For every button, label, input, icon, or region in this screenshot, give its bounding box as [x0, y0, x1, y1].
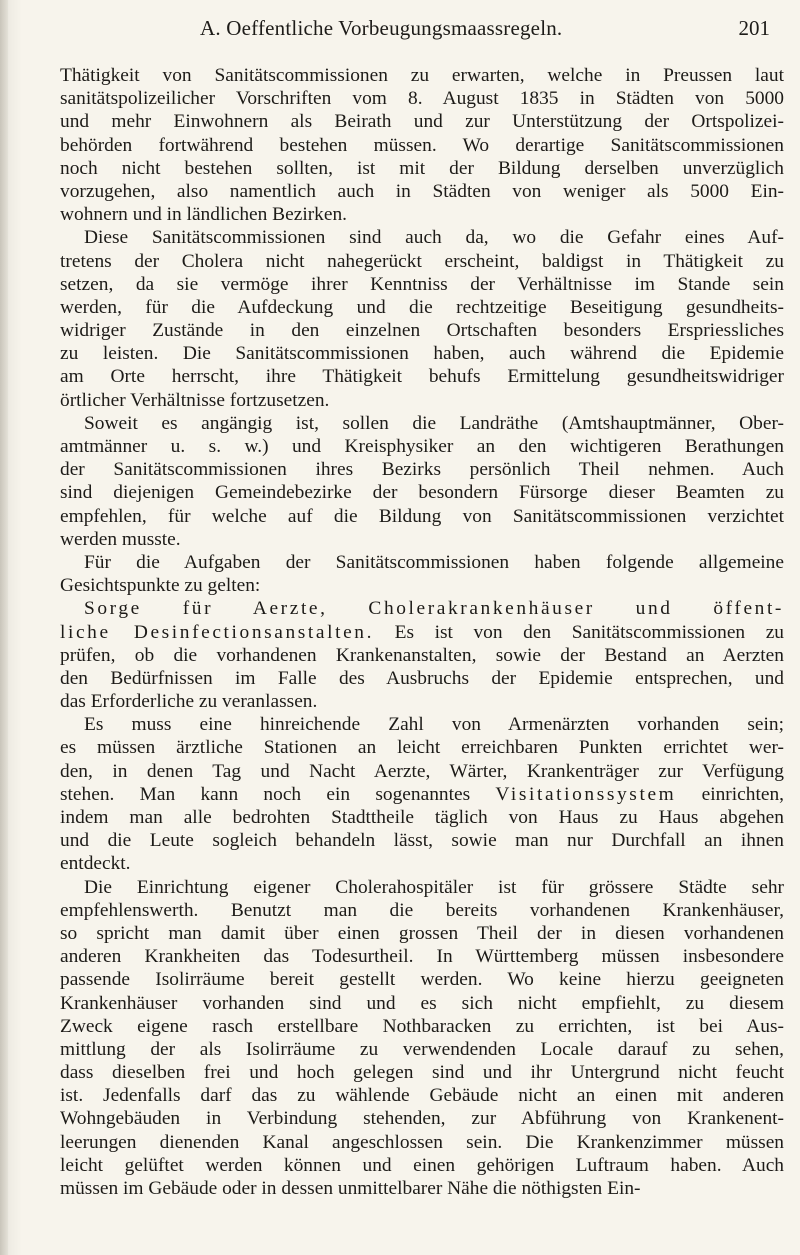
text-segment: Gesichtspunkte zu gelten: [60, 575, 261, 597]
text-segment: Es muss eine hinreichende Zahl von Armenärzten vorhanden sein; [84, 714, 784, 736]
text-line [60, 690, 784, 713]
text-segment: stehen. Man kann noch ein sogenanntes [60, 783, 496, 805]
text-segment: Thätigkeit von Sanitätscommissionen zu erwarten, welche in Preussen laut [60, 65, 784, 86]
text-line [60, 667, 784, 690]
text-line [60, 1131, 784, 1154]
text-segment: leicht gelüftet werden können und einen gehörigen Luftraum haben. Auch [60, 1154, 784, 1176]
text-segment: es müssen ärztliche Stationen an leicht erreichbaren Punkten errichtet wer- [60, 737, 784, 759]
running-head [60, 14, 770, 44]
text-segment: der Sanitätscommissionen ihres Bezirks persönlich Theil nehmen. Auch [60, 459, 784, 481]
text-segment: wohnern und in ländlichen Bezirken. [60, 204, 348, 226]
text-segment: anderen Krankheiten das Todesurtheil. In Württemberg müssen insbesondere [60, 946, 784, 968]
text-segment: empfehlenswerth. Benutzt man die bereits vorhandenen Krankenhäuser, [60, 899, 784, 921]
text-segment: Krankenhäuser vorhanden sind und es sich nicht empfiehlt, zu diesem [60, 992, 784, 1014]
text-line [60, 945, 784, 968]
text-segment: Diese Sanitätscommissionen sind auch da, wo die Gefahr eines Auf- [84, 227, 784, 249]
text-segment: sanitätspolizeilicher Vorschriften vom 8. August 1835 in Städten von 5000 [60, 88, 784, 110]
text-line [60, 110, 784, 133]
text-line [60, 852, 784, 875]
text-segment: sind diejenigen Gemeindebezirke der besondern Fürsorge dieser Beamten zu [60, 482, 784, 504]
text-segment: Für die Aufgaben der Sanitätscommissionen haben folgende allgemeine [84, 551, 784, 573]
text-line [60, 876, 784, 899]
text-segment: behörden fortwährend bestehen müssen. Wo derartige Sanitätscommissionen [60, 134, 784, 156]
text-line [60, 203, 784, 226]
text-line [60, 760, 784, 783]
text-line [60, 621, 784, 644]
text-segment: leerungen dienenden Kanal angeschlossen sein. Die Krankenzimmer müssen [60, 1131, 784, 1153]
text-segment: vorzugehen, also namentlich auch in Städten von weniger als 5000 Ein- [60, 180, 784, 202]
text-segment: so spricht man damit über einen grossen Theil der in diesen vorhandenen [60, 922, 784, 944]
text-segment: ist. Jedenfalls darf das zu wählende Gebäude nicht an einen mit anderen [60, 1085, 784, 1107]
text-line [60, 922, 784, 945]
text-line [60, 968, 784, 991]
page-number: 201 [738, 16, 770, 40]
text-segment: setzen, da sie vermöge ihrer Kenntniss der Verhältnisse im Stande sein [60, 273, 784, 295]
text-line [60, 1061, 784, 1084]
text-line [60, 1084, 784, 1107]
spaced-emphasis-text: Sorge für Aerzte, Cholerakrankenhäuser und öffent- [84, 598, 784, 620]
text-segment: örtlicher Verhältnisse fortzusetzen. [60, 389, 330, 411]
running-title: A. Oeffentliche Vorbeugungsmaassregeln. [200, 16, 563, 40]
text-line [60, 597, 784, 620]
text-segment: das Erforderliche zu veranlassen. [60, 691, 318, 713]
text-line [60, 319, 784, 342]
text-line [60, 365, 784, 388]
text-line [60, 713, 784, 736]
text-line [60, 481, 784, 504]
text-segment: mittlung der als Isolirräume zu verwendenden Locale darauf zu sehen, [60, 1038, 784, 1060]
text-line [60, 157, 784, 180]
text-line [60, 64, 784, 87]
text-line [60, 806, 784, 829]
text-line [60, 1154, 784, 1177]
text-segment: entdeckt. [60, 853, 131, 875]
text-segment: empfehlen, für welche auf die Bildung von Sanitätscommissionen verzichtet [60, 505, 784, 527]
text-segment: Wohngebäuden in Verbindung stehenden, zur Abführung von Krankenent- [60, 1108, 784, 1130]
text-line [60, 1038, 784, 1061]
text-segment: indem man alle bedrohten Stadttheile täglich von Haus zu Haus abgehen [60, 807, 784, 828]
text-segment: den Bedürfnissen im Falle des Ausbruchs der Epidemie entsprechen, und [60, 667, 784, 689]
text-segment: Es ist von den Sanitätscommissionen zu [374, 621, 784, 643]
text-line [60, 783, 784, 806]
text-segment: und die Leute sogleich behandeln lässt, sowie man nur Durchfall an ihnen [60, 830, 784, 852]
text-line [60, 899, 784, 922]
text-line [60, 134, 784, 157]
text-segment: noch nicht bestehen sollten, ist mit der Bildung derselben unverzüglich [60, 157, 784, 179]
body-text [60, 64, 784, 1200]
text-segment: amtmänner u. s. w.) und Kreisphysiker an den wichtigeren Berathungen [60, 436, 784, 457]
text-segment: werden musste. [60, 528, 181, 550]
text-line [60, 87, 784, 110]
text-line [60, 458, 784, 481]
text-segment: Soweit es angängig ist, sollen die Landräthe (Amtshauptmänner, Ober- [84, 412, 784, 434]
text-line [60, 1177, 784, 1200]
text-segment: dass dieselben frei und hoch gelegen sind und ihr Untergrund nicht feucht [60, 1062, 784, 1084]
text-segment: einrichten, [676, 783, 784, 805]
text-line [60, 412, 784, 435]
text-line [60, 736, 784, 759]
text-line [60, 1015, 784, 1038]
spaced-emphasis-text: liche Desinfectionsanstalten. [60, 621, 375, 643]
text-segment: werden, für die Aufdeckung und die rechtzeitige Beseitigung gesundheits- [60, 296, 784, 318]
text-line [60, 250, 784, 273]
text-line [60, 273, 784, 296]
text-segment: Die Einrichtung eigener Cholerahospitäler ist für grössere Städte sehr [84, 876, 784, 898]
text-segment: am Orte herrscht, ihre Thätigkeit behufs Ermittelung gesundheitswidriger [60, 366, 784, 388]
text-line [60, 574, 784, 597]
text-segment: passende Isolirräume bereit gestellt werden. Wo keine hierzu geeigneten [60, 969, 784, 991]
text-line [60, 180, 784, 203]
text-segment: den, in denen Tag und Nacht Aerzte, Wärter, Krankenträger zur Verfügung [60, 760, 784, 782]
text-segment: prüfen, ob die vorhandenen Krankenanstalten, sowie der Bestand an Aerzten [60, 644, 784, 666]
text-line [60, 296, 784, 319]
text-line [60, 644, 784, 667]
text-line [60, 226, 784, 249]
text-line [60, 342, 784, 365]
text-line [60, 1107, 784, 1130]
text-line [60, 992, 784, 1015]
text-segment: tretens der Cholera nicht nahegerückt erscheint, baldigst in Thätigkeit zu [60, 250, 784, 272]
text-segment: widriger Zustände in den einzelnen Ortschaften besonders Erspriessliches [60, 320, 784, 342]
page-gutter-shadow [0, 0, 8, 1255]
text-segment: Zweck eigene rasch erstellbare Nothbaracken zu errichten, ist bei Aus- [60, 1015, 784, 1037]
text-line [60, 528, 784, 551]
text-line [60, 829, 784, 852]
text-segment: müssen im Gebäude oder in dessen unmittelbarer Nähe die nöthigsten Ein- [60, 1178, 641, 1199]
text-segment: und mehr Einwohnern als Beirath und zur Unterstützung der Ortspolizei- [60, 111, 784, 133]
spaced-emphasis-text: Visitationssystem [495, 783, 677, 805]
text-line [60, 505, 784, 528]
text-line [60, 551, 784, 574]
text-line [60, 435, 784, 458]
text-segment: zu leisten. Die Sanitätscommissionen haben, auch während die Epidemie [60, 343, 784, 365]
text-line [60, 389, 784, 412]
